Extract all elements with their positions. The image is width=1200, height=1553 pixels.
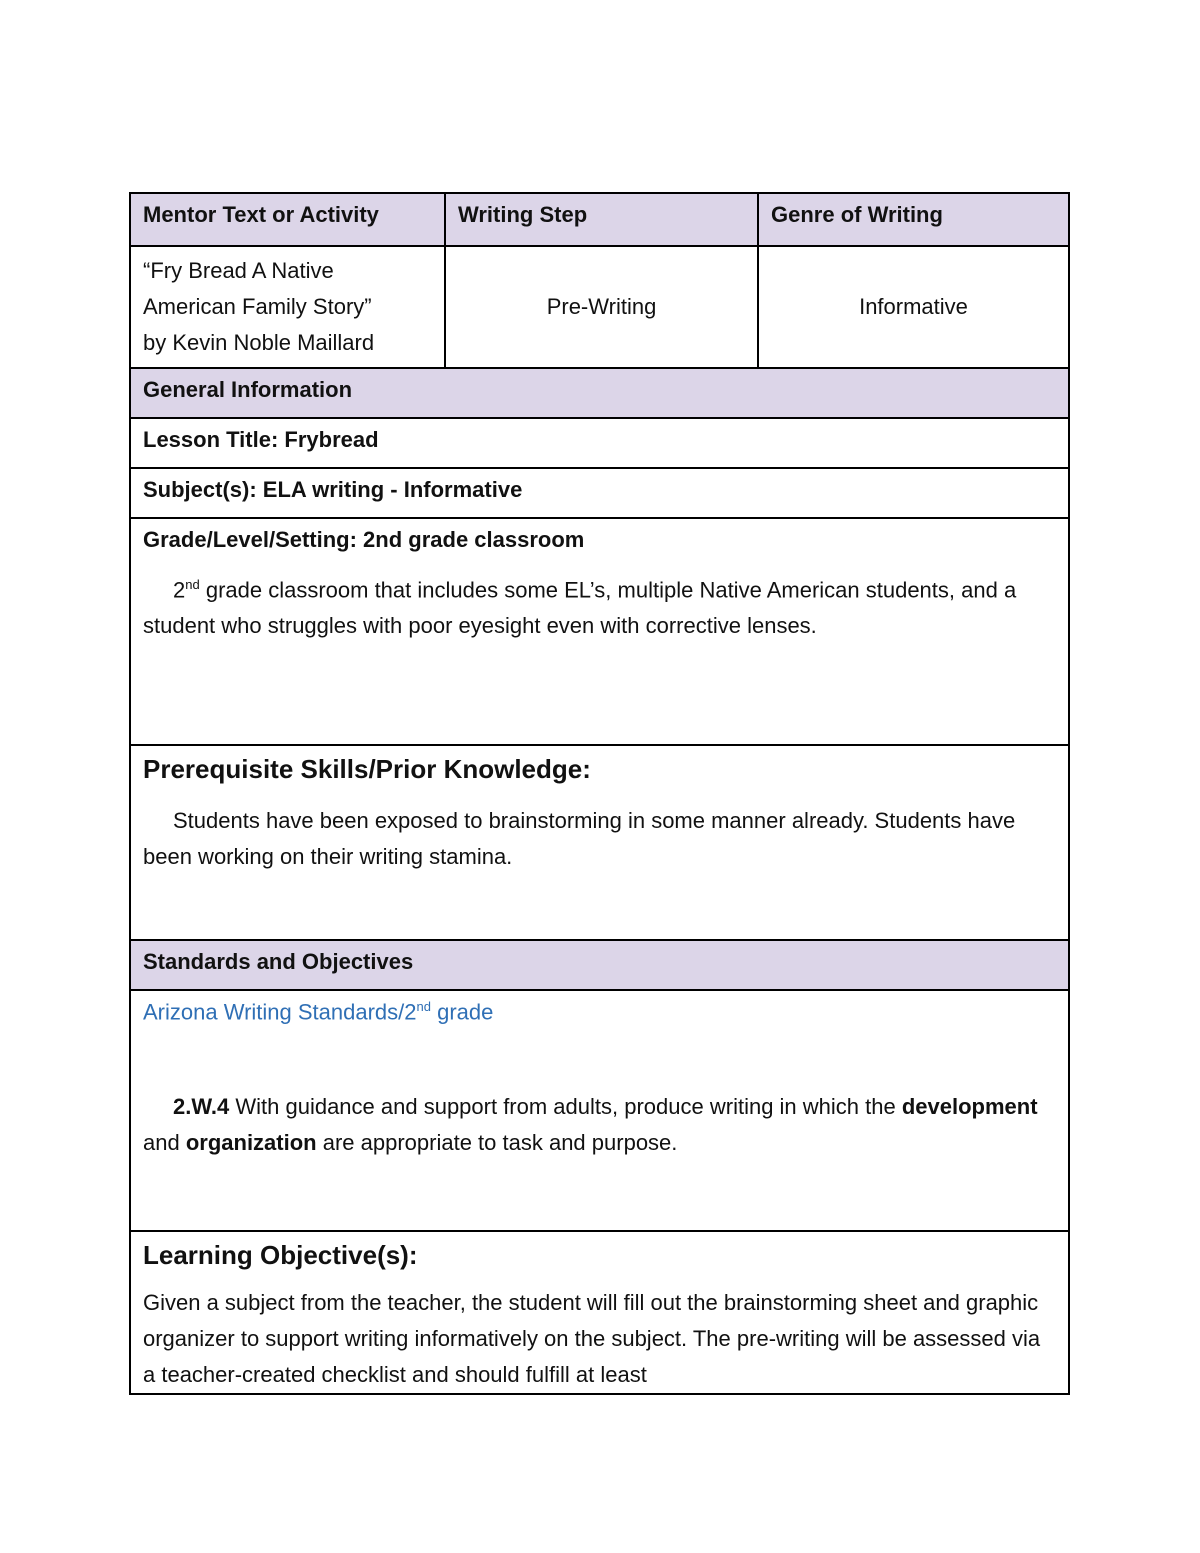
grade-description: 2nd grade classroom that includes some EL’s, multiple Native American students, and a student who struggles with poor eyesight even with corrective lenses. xyxy=(143,577,1017,639)
grade-label: Grade/Level/Setting: 2nd grade classroom xyxy=(143,527,585,552)
mentor-text-cell xyxy=(131,247,444,367)
arizona-standards-link[interactable]: Arizona Writing Standards/2nd grade xyxy=(143,999,494,1025)
mentor-line-2: American Family Story” xyxy=(143,294,372,319)
subjects: Subject(s): ELA writing - Informative xyxy=(143,477,523,502)
lesson-plan-table xyxy=(129,192,1070,1395)
prerequisite-text: Students have been exposed to brainstorming in some manner already. Students have been working on their writing stamina. xyxy=(143,808,1016,869)
header-mentor-text: Mentor Text or Activity xyxy=(143,202,379,227)
table-header-row xyxy=(131,194,1068,245)
mentor-line-3: by Kevin Noble Maillard xyxy=(143,330,375,355)
writing-step-cell xyxy=(444,247,757,367)
general-information-header xyxy=(131,367,1068,417)
standards-objectives-title: Standards and Objectives xyxy=(143,949,414,974)
genre-value: Informative xyxy=(859,294,968,319)
standard-2w4: 2.W.4 With guidance and support from adults, produce writing in which the development and organization are appropriate to task and purpose. xyxy=(143,1094,1038,1156)
mentor-line-1: “Fry Bread A Native xyxy=(143,258,334,283)
genre-cell xyxy=(757,247,1068,367)
prerequisite-label: Prerequisite Skills/Prior Knowledge: xyxy=(143,754,591,784)
prerequisite-row xyxy=(131,744,1068,939)
header-genre: Genre of Writing xyxy=(757,194,1068,245)
learning-objective-text: Given a subject from the teacher, the student will fill out the brainstorming sheet and graphic organizer to support writing informatively on the subject. The pre-writing will be assessed via a teacher-created checklist and should fulfill at least xyxy=(143,1290,1041,1387)
general-information-title: General Information xyxy=(143,377,353,402)
lesson-title: Lesson Title: Frybread xyxy=(143,427,379,452)
standards-row xyxy=(131,989,1068,1230)
lesson-title-row xyxy=(131,417,1068,467)
standards-objectives-header xyxy=(131,939,1068,989)
grade-row xyxy=(131,517,1068,744)
subjects-row xyxy=(131,467,1068,517)
header-writing-step: Writing Step xyxy=(444,194,757,245)
mentor-row xyxy=(131,245,1068,367)
learning-objective-row xyxy=(131,1230,1068,1393)
writing-step-value: Pre-Writing xyxy=(546,294,657,319)
learning-objective-label: Learning Objective(s): xyxy=(143,1240,418,1270)
